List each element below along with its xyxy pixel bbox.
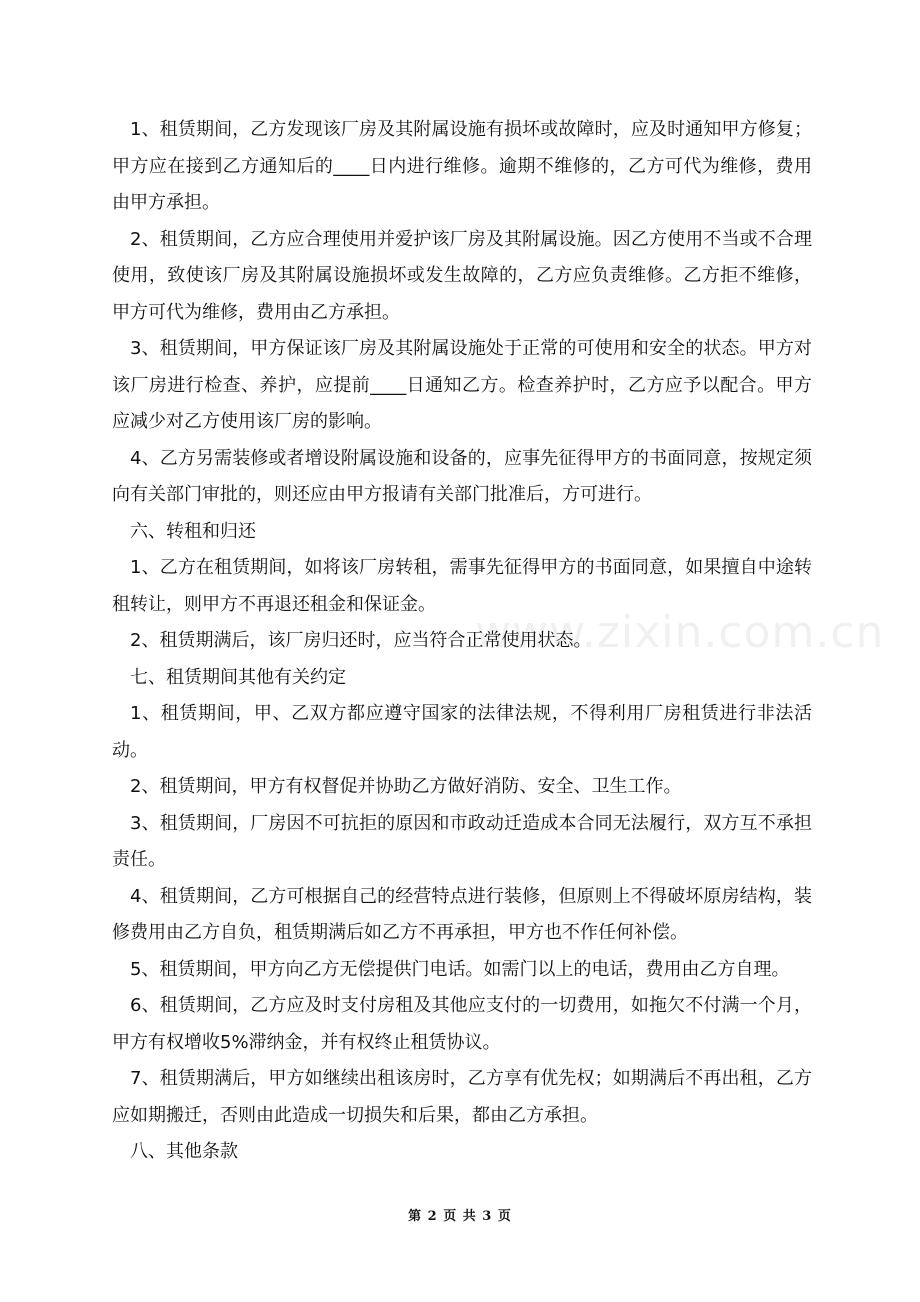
paragraph: 4、乙方另需装修或者增设附属设施和设备的，应事先征得甲方的书面同意，按规定须向有关部门审批的，则还应由甲方报请有关部门批准后，方可进行。 — [112, 447, 812, 505]
paragraph: 1、租赁期间，甲、乙双方都应遵守国家的法律法规，不得利用厂房租赁进行非法活动。 — [112, 703, 812, 761]
section-heading: 七、租赁期间其他有关约定 — [130, 666, 346, 688]
section-heading: 六、转租和归还 — [130, 520, 256, 542]
paragraph: 2、租赁期满后，该厂房归还时，应当符合正常使用状态。 — [130, 630, 592, 651]
page-number-footer: 第 2 页 共 3 页 — [408, 1209, 512, 1224]
paragraph: 5、租赁期间，甲方向乙方无偿提供门电话。如需门以上的电话，费用由乙方自理。 — [130, 958, 790, 980]
paragraph: 2、租赁期间，乙方应合理使用并爱护该厂房及其附属设施。因乙方使用不当或不合理使用，致使该厂房及其附属设施损坏或发生故障的，乙方应负责维修。乙方拒不维修，甲方可代为维修，费用由乙方承担。 — [112, 228, 812, 323]
paragraph: 1、租赁期间，乙方发现该厂房及其附属设施有损坏或故障时，应及时通知甲方修复；甲方应在接到乙方通知后的____日内进行维修。逾期不维修的，乙方可代为维修，费用由甲方承担。 — [112, 119, 812, 213]
paragraph: 3、租赁期间，甲方保证该厂房及其附属设施处于正常的可使用和安全的状态。甲方对该厂房进行检查、养护，应提前____日通知乙方。检查养护时，乙方应予以配合。甲方应减少对乙方使用该厂房的影响。 — [112, 338, 812, 432]
paragraph: 1、乙方在租赁期间，如将该厂房转租，需事先征得甲方的书面同意，如果擅自中途转租转让，则甲方不再退还租金和保证金。 — [112, 557, 812, 615]
document-body — [112, 112, 812, 1171]
paragraph: 4、租赁期间，乙方可根据自己的经营特点进行装修，但原则上不得破坏原房结构，装修费用由乙方自负，租赁期满后如乙方不再承担，甲方也不作任何补偿。 — [112, 885, 812, 943]
paragraph: 3、租赁期间，厂房因不可抗拒的原因和市政动迁造成本合同无法履行，双方互不承担责任。 — [112, 812, 812, 870]
paragraph: 7、租赁期满后，甲方如继续出租该房时，乙方享有优先权；如期满后不再出租，乙方应如期搬迁，否则由此造成一切损失和后果，都由乙方承担。 — [112, 1068, 812, 1126]
section-heading: 八、其他条款 — [130, 1141, 238, 1162]
watermark: www.zixin.com.cn — [475, 607, 885, 658]
paragraph: 2、租赁期间，甲方有权督促并协助乙方做好消防、安全、卫生工作。 — [130, 776, 682, 797]
paragraph: 6、租赁期间，乙方应及时支付房租及其他应支付的一切费用，如拖欠不付满一个月，甲方有权增收5%滞纳金，并有权终止租赁协议。 — [112, 995, 812, 1053]
